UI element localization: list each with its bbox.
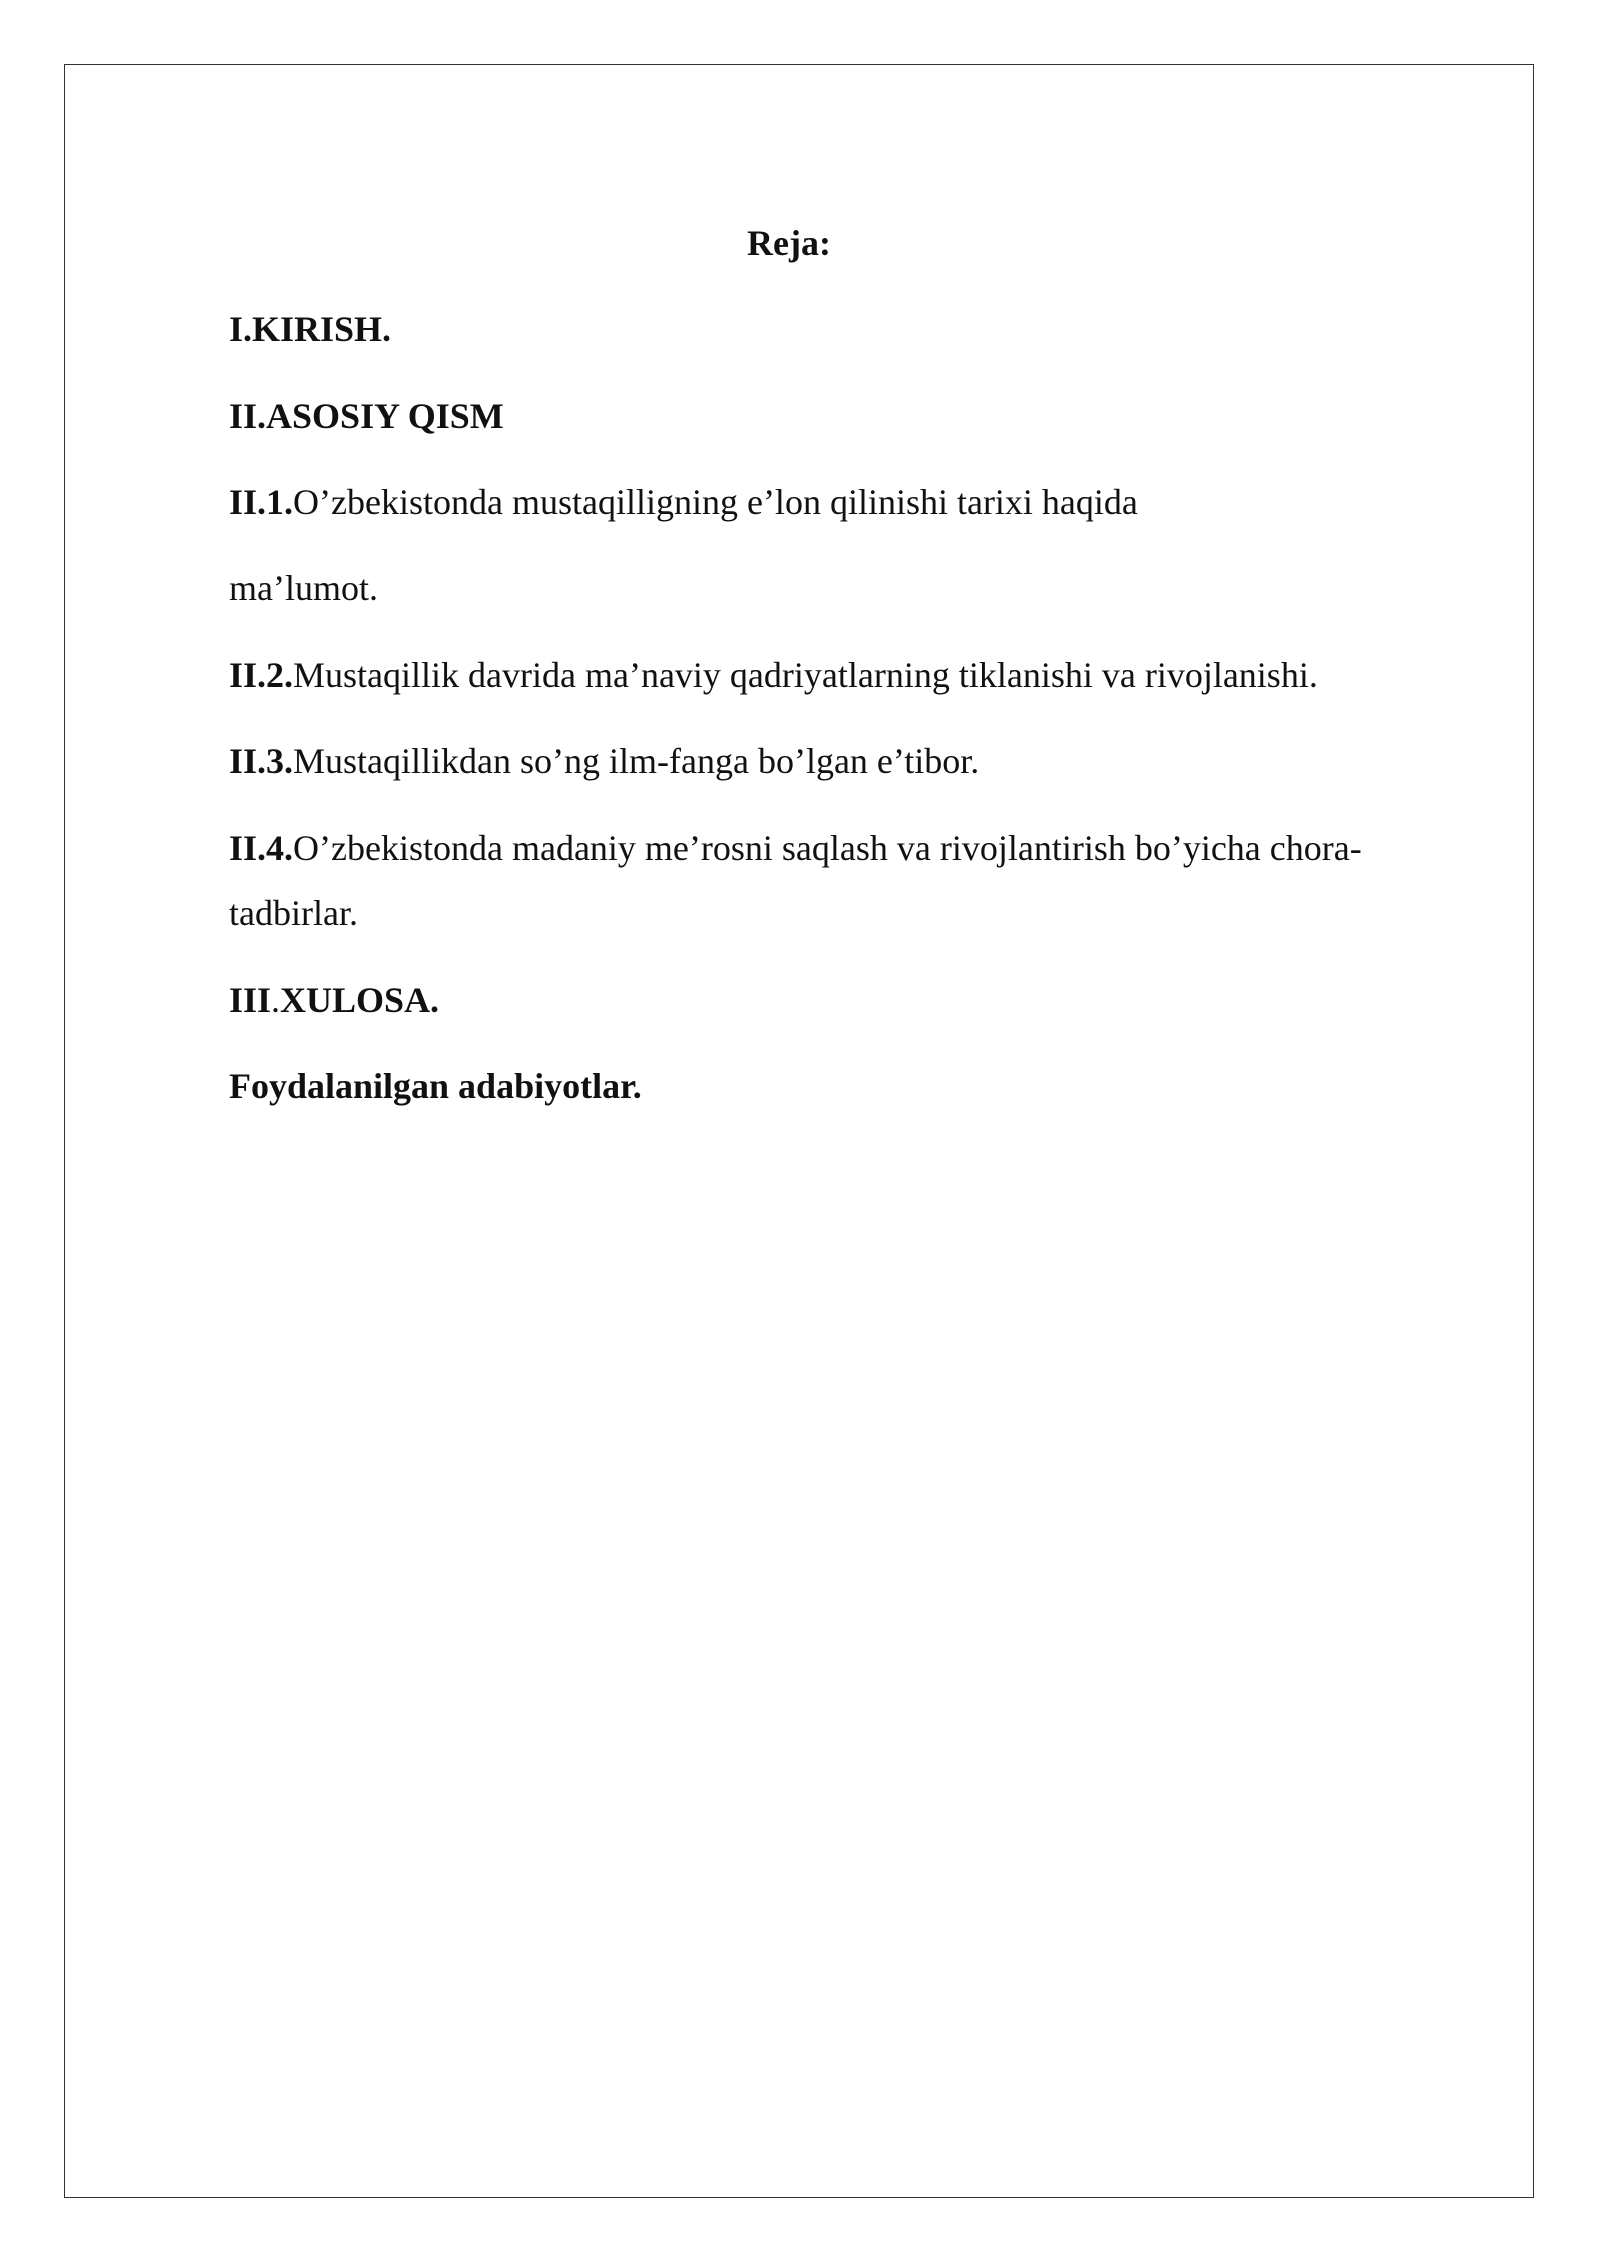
- plan-item-2-4-continued: [229, 892, 358, 934]
- plan-item-number: II.3.: [229, 741, 294, 781]
- plan-item-number: II.2.: [229, 655, 294, 695]
- plan-item-text: tadbirlar.: [229, 893, 358, 933]
- plan-item-text: Mustaqillikdan so’ng ilm-fanga bo’lgan e’tibor.: [293, 741, 980, 781]
- plan-item-2-3: [229, 740, 979, 782]
- page-border: [64, 64, 1534, 2198]
- plan-item-2-1: [229, 481, 1138, 523]
- plan-item-text: Mustaqillik davrida ma’naviy qadriyatlarning tiklanishi va rivojlanishi.: [293, 655, 1318, 695]
- plan-item-text: O’zbekistonda mustaqilligning e’lon qilinishi tarixi haqida: [293, 482, 1138, 522]
- plan-item-2-4: [229, 827, 1362, 869]
- plan-item-asosiy-qism: II.ASOSIY QISM: [229, 396, 504, 436]
- plan-item-text: XULOSA.: [280, 980, 440, 1020]
- plan-item-number: II.1.: [229, 482, 294, 522]
- plan-item-kirish: I.KIRISH.: [229, 309, 392, 349]
- plan-item-xulosa: [229, 979, 439, 1021]
- plan-item-2-2: [229, 654, 1318, 696]
- plan-item-adabiyotlar: Foydalanilgan adabiyotlar.: [229, 1066, 642, 1106]
- plan-item-number: III: [229, 980, 272, 1020]
- plan-item-text: O’zbekistonda madaniy me’rosni saqlash va rivojlantirish bo’yicha chora-: [293, 828, 1362, 868]
- plan-item-dot: .: [271, 980, 281, 1020]
- plan-item-number: II.4.: [229, 828, 294, 868]
- plan-item-2-1-continued: [229, 567, 378, 609]
- plan-item-text: ma’lumot.: [229, 568, 378, 608]
- page-title: Reja:: [747, 223, 831, 263]
